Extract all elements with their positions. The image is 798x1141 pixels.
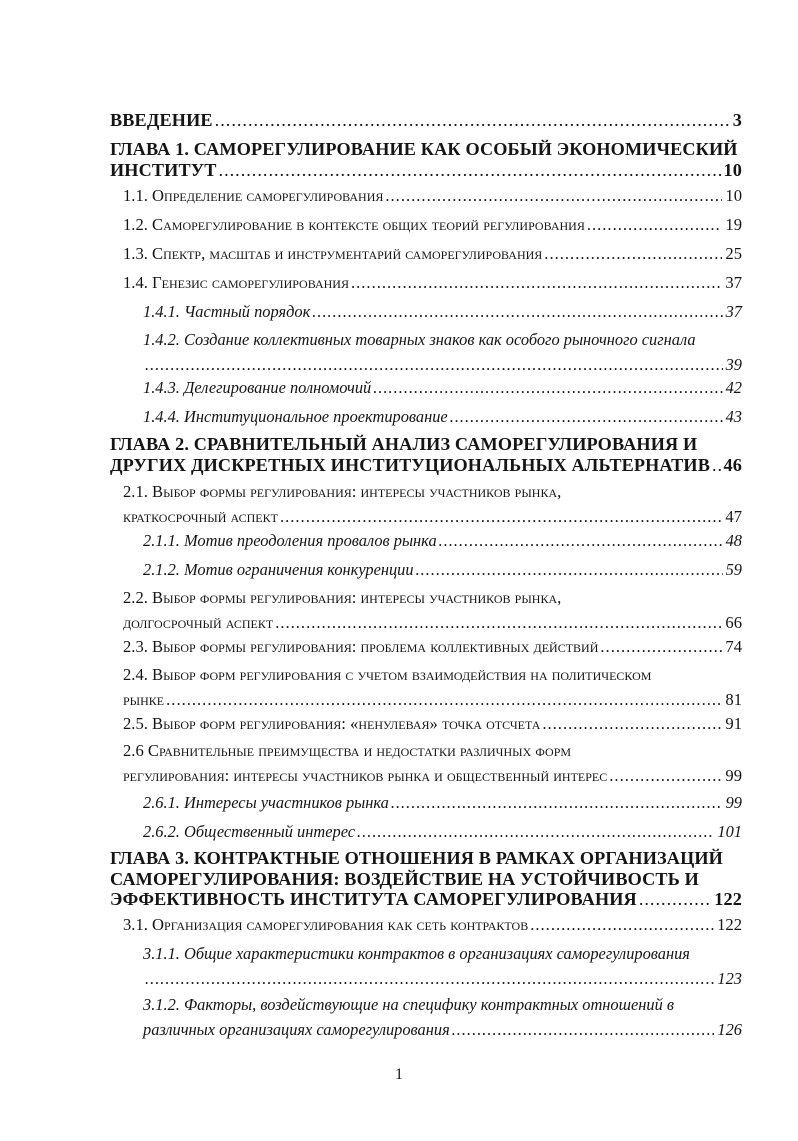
toc-page-number: 99 [725,766,742,785]
dot-leader [351,273,722,292]
chapter-title: ДРУГИХ ДИСКРЕТНЫХ ИНСТИТУЦИОНАЛЬНЫХ АЛЬТЕРНАТИВ [110,454,710,475]
section-title: 2.3. Выбор формы регулирования: проблема коллективных действий [123,637,599,656]
subsection-title: 2.1.1. Мотив преодоления провалов рынка [143,531,437,550]
dot-leader [275,613,722,632]
page-number: 1 [395,1066,403,1083]
dot-leader [439,531,723,550]
toc-page-number: 126 [717,1020,742,1039]
toc-page-number: 37 [725,273,742,292]
dot-leader [587,215,723,234]
dot-leader [450,407,723,426]
dot-leader [712,455,721,476]
section-title: 2.5. Выбор форм регулирования: «ненулевая» точка отсчета [123,714,541,733]
toc-page-number: 81 [725,690,742,709]
dot-leader [530,915,714,934]
toc-page-number: 59 [725,560,742,579]
section-title: краткосрочный аспект [123,507,278,526]
toc-page-number: 10 [723,159,742,180]
dot-leader [452,1020,715,1039]
subsection-title: 1.4.4. Институциональное проектирование [143,407,448,426]
toc-page-number: 122 [717,915,742,934]
chapter-title: ГЛАВА 2. СРАВНИТЕЛЬНЫЙ АНАЛИЗ САМОРЕГУЛИРОВАНИЯ И [110,434,698,454]
section-title: 3.1. Организация саморегулирования как сеть контрактов [123,915,529,934]
section-title: 1.3. Спектр, масштаб и инструментарий саморегулирования [123,244,543,263]
section-title: 1.1. Определение саморегулирования [123,186,384,205]
toc-page-number: 99 [725,793,742,812]
section-title: рынке [123,690,165,709]
toc-page-number: 123 [717,969,742,988]
toc-page-number: 74 [725,637,742,656]
dot-leader [600,637,722,656]
dot-leader [215,110,730,131]
section-title: 1.4. Генезис саморегулирования [123,273,349,292]
dot-leader [280,507,722,526]
dot-leader [145,969,714,988]
dot-leader [312,302,722,321]
toc-page-number: 25 [725,244,742,263]
section-title: 2.4. Выбор форм регулирования с учетом взаимодействия на политическом [123,665,652,684]
dot-leader [639,889,711,910]
dot-leader [166,690,722,709]
section-title: долгосрочный аспект [123,613,274,632]
dot-leader [357,822,714,841]
subsection-title: 1.4.2. Создание коллективных товарных знаков как особого рыночного сигнала [143,330,696,349]
dot-leader [373,378,722,397]
dot-leader [219,160,721,181]
dot-leader [145,355,723,374]
toc-page-number: 19 [725,215,742,234]
toc-page-number: 37 [725,302,742,321]
dot-leader [416,560,723,579]
section-title: 1.2. Саморегулирование в контексте общих теорий регулирования [123,215,585,234]
subsection-title: 2.1.2. Мотив ограничения конкуренции [143,560,414,579]
toc-page-number: 10 [725,186,742,205]
chapter-title: ВВЕДЕНИЕ [110,110,213,130]
toc-page-number: 122 [714,889,742,909]
subsection-title: различных организациях саморегулирования [143,1020,450,1039]
dot-leader [391,793,723,812]
toc-page-number: 91 [725,714,742,733]
section-title: 2.6 Сравнительные преимущества и недостатки различных форм [123,741,572,760]
chapter-title: САМОРЕГУЛИРОВАНИЯ: ВОЗДЕЙСТВИЕ НА УСТОЙЧИВОСТЬ И [110,868,699,889]
toc-page-number: 42 [725,378,742,397]
dot-leader [544,244,722,263]
subsection-title: 3.1.1. Общие характеристики контрактов в организациях саморегулирования [143,944,690,963]
toc-page-number: 66 [725,613,742,632]
section-title: 2.2. Выбор формы регулирования: интересы участников рынка, [123,588,562,607]
section-title: 2.1. Выбор формы регулирования: интересы участников рынка, [123,482,562,501]
subsection-title: 3.1.2. Факторы, воздействующие на специфику контрактных отношений в [143,995,675,1014]
toc-page-number: 3 [732,110,742,130]
chapter-title: ИНСТИТУТ [110,159,217,180]
dot-leader [542,714,722,733]
subsection-title: 2.6.2. Общественный интерес [143,822,356,841]
toc-page-number: 39 [725,355,742,374]
toc-page-number: 46 [723,454,742,475]
toc-page-number: 43 [725,407,742,426]
toc-page-number: 48 [725,531,742,550]
toc-page-number: 101 [717,822,742,841]
chapter-title: ГЛАВА 3. КОНТРАКТНЫЕ ОТНОШЕНИЯ В РАМКАХ ОРГАНИЗАЦИЙ [110,848,723,868]
toc-page-number: 47 [725,507,742,526]
section-title: регулирования: интересы участников рынка и общественный интерес [123,766,608,785]
chapter-title: ЭФФЕКТИВНОСТЬ ИНСТИТУТА САМОРЕГУЛИРОВАНИЯ [110,889,637,909]
subsection-title: 1.4.1. Частный порядок [143,302,311,321]
dot-leader [385,186,722,205]
dot-leader [609,766,722,785]
subsection-title: 2.6.1. Интересы участников рынка [143,793,389,812]
subsection-title: 1.4.3. Делегирование полномочий [143,378,372,397]
chapter-title: ГЛАВА 1. САМОРЕГУЛИРОВАНИЕ КАК ОСОБЫЙ ЭКОНОМИЧЕСКИЙ [110,139,738,159]
